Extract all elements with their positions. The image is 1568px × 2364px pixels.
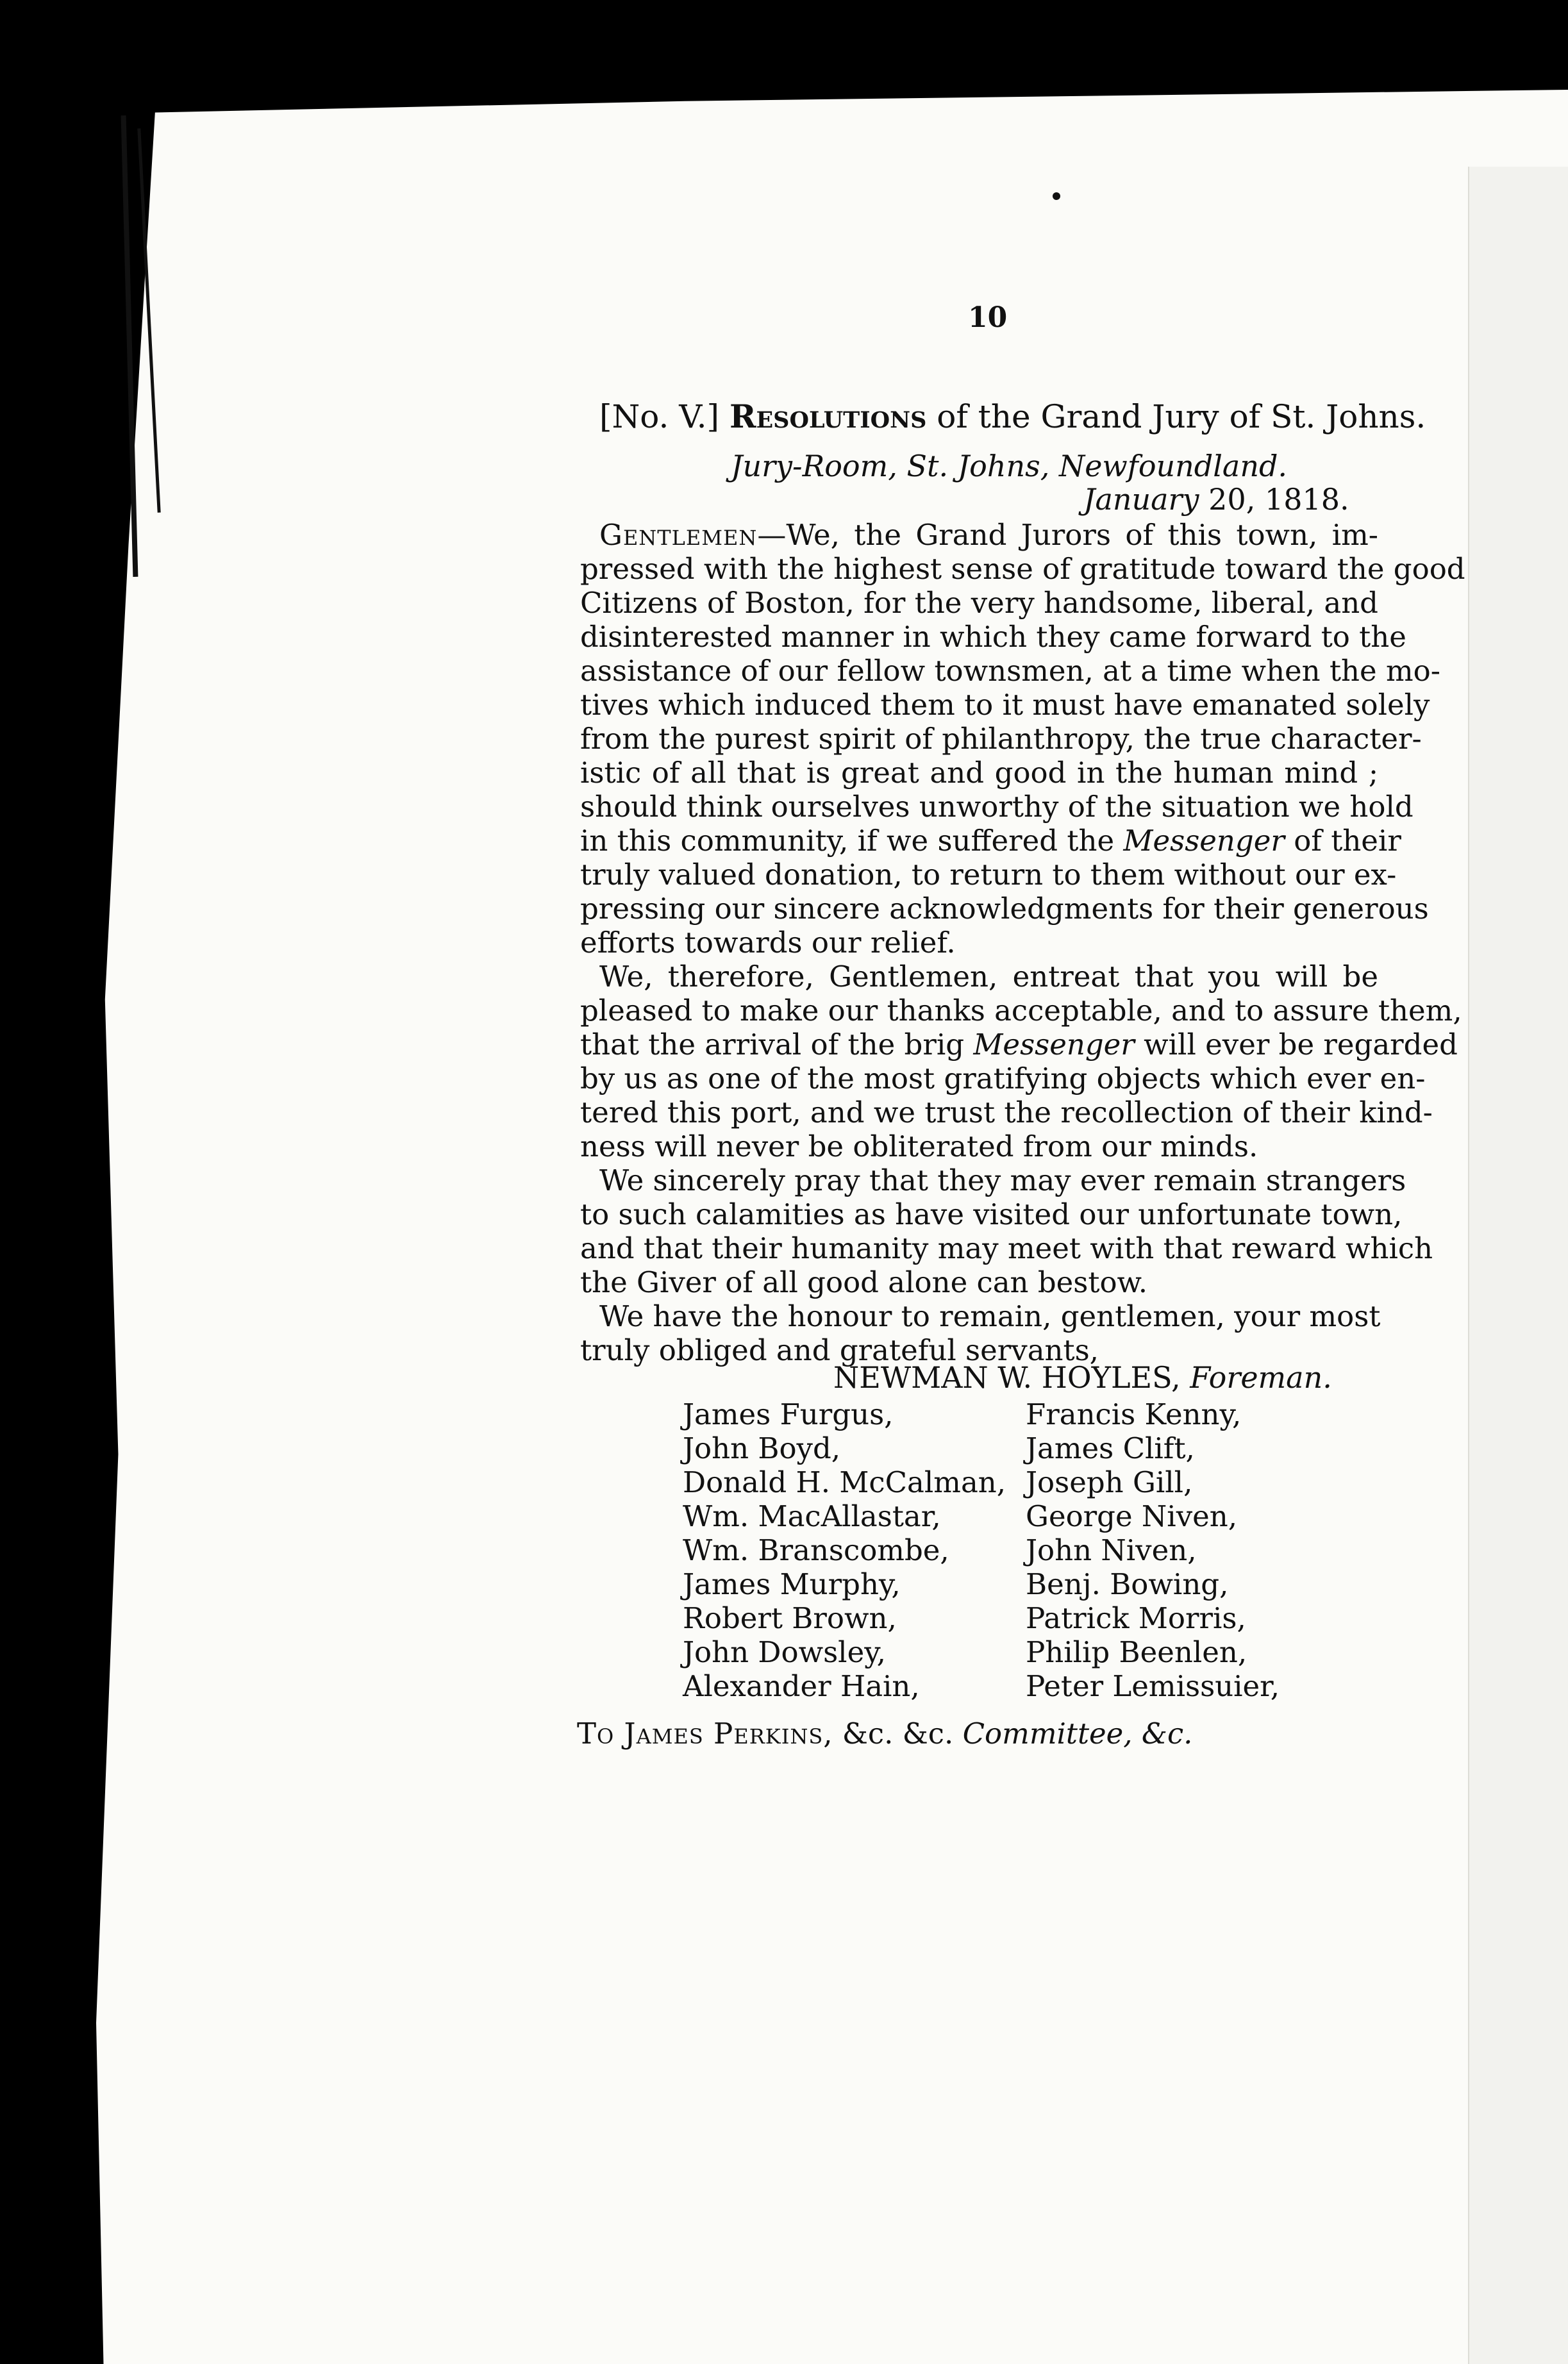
foreman-name: NEWMAN W. HOYLES,: [833, 1360, 1181, 1395]
letter-body: [580, 518, 1465, 1367]
foreman-signature: [833, 1360, 1332, 1395]
body-line: the Giver of all good alone can bestow.: [580, 1265, 1148, 1299]
body-line: disinterested manner in which they came forward to the: [580, 620, 1406, 654]
body-line: and that their humanity may meet with that reward which: [580, 1231, 1433, 1265]
juror-name: Francis Kenny,: [1026, 1397, 1242, 1431]
body-line: truly obliged and grateful servants,: [580, 1333, 1099, 1367]
ship-name: Messenger: [1123, 824, 1285, 858]
body-text: will ever be regarded: [1144, 1028, 1458, 1061]
juror-name: Wm. MacAllastar,: [683, 1499, 941, 1533]
body-line: We have the honour to remain, gentlemen, your most: [599, 1299, 1381, 1333]
body-line: efforts towards our relief.: [580, 926, 956, 960]
juror-name: Alexander Hain,: [683, 1669, 920, 1703]
dateline-date: [1083, 482, 1349, 517]
heading-title-rest: of the Grand Jury of St. Johns.: [937, 398, 1426, 435]
body-line: pressed with the highest sense of gratitude toward the good: [580, 552, 1465, 586]
addressee-committee: Committee, &c.: [962, 1717, 1193, 1751]
date-rest: 20, 1818.: [1208, 482, 1349, 517]
body-line: We, therefore, Gentlemen, entreat that you will be: [599, 960, 1378, 994]
addressee-line: [577, 1717, 1192, 1751]
section-number: [No. V.]: [599, 398, 720, 435]
body-line: from the purest spirit of philanthropy, the true character-: [580, 722, 1422, 756]
body-text: —We, the Grand Jurors of this town, im-: [757, 518, 1378, 552]
juror-name: James Clift,: [1026, 1431, 1195, 1465]
body-line: [580, 1028, 1458, 1061]
ship-name: Messenger: [973, 1028, 1135, 1061]
juror-name: John Boyd,: [683, 1431, 841, 1465]
juror-name: Donald H. McCalman,: [683, 1465, 1006, 1499]
body-text: that the arrival of the brig: [580, 1028, 965, 1061]
body-line: Citizens of Boston, for the very handsome, liberal, and: [580, 586, 1378, 620]
juror-name: Joseph Gill,: [1026, 1465, 1193, 1499]
juror-name: James Murphy,: [683, 1567, 901, 1601]
body-line: ness will never be obliterated from our minds.: [580, 1129, 1258, 1163]
juror-name: Wm. Branscombe,: [683, 1533, 949, 1567]
juror-name: George Niven,: [1026, 1499, 1238, 1533]
addressee-etc: &c. &c.: [842, 1717, 954, 1751]
body-line: pleased to make our thanks acceptable, and to assure them,: [580, 994, 1462, 1028]
juror-name: John Dowsley,: [683, 1635, 886, 1669]
printer-dot: [1053, 192, 1060, 200]
juror-name: James Furgus,: [683, 1397, 894, 1431]
juror-name: Patrick Morris,: [1026, 1601, 1246, 1635]
juror-name: Robert Brown,: [683, 1601, 897, 1635]
body-line: [580, 518, 1378, 552]
body-line: [580, 824, 1401, 858]
body-line: to such calamities as have visited our unfortunate town,: [580, 1197, 1403, 1231]
addressee: To James Perkins,: [577, 1717, 833, 1751]
body-line: assistance of our fellow townsmen, at a time when the mo-: [580, 654, 1440, 688]
salutation: Gentlemen: [599, 518, 758, 552]
body-text: in this community, if we suffered the: [580, 824, 1115, 858]
juror-name: Benj. Bowing,: [1026, 1567, 1229, 1601]
body-line: truly valued donation, to return to them without our ex-: [580, 858, 1397, 892]
body-line: tives which induced them to it must have emanated solely: [580, 688, 1430, 722]
body-line: istic of all that is great and good in the human mind ;: [580, 756, 1378, 790]
juror-name: Peter Lemissuier,: [1026, 1669, 1280, 1703]
heading-title-smallcaps: Resolutions: [729, 397, 927, 435]
body-line: We sincerely pray that they may ever remain strangers: [599, 1163, 1406, 1197]
juror-name: John Niven,: [1026, 1533, 1197, 1567]
page-number: 10: [968, 301, 1008, 334]
body-line: pressing our sincere acknowledgments for their generous: [580, 892, 1429, 926]
foreman-role: Foreman.: [1190, 1360, 1332, 1395]
juror-column-right: [1026, 1397, 1280, 1703]
body-line: should think ourselves unworthy of the situation we hold: [580, 790, 1414, 824]
date-month: January: [1083, 482, 1199, 517]
juror-name: Philip Beenlen,: [1026, 1635, 1247, 1669]
juror-column-left: [683, 1397, 1006, 1703]
section-heading: [599, 397, 1426, 435]
body-line: tered this port, and we trust the recollection of their kind-: [580, 1095, 1433, 1129]
body-line: by us as one of the most gratifying objects which ever en-: [580, 1061, 1426, 1095]
body-text: of their: [1294, 824, 1401, 858]
dateline-place: Jury-Room, St. Johns, Newfoundland.: [731, 449, 1288, 483]
